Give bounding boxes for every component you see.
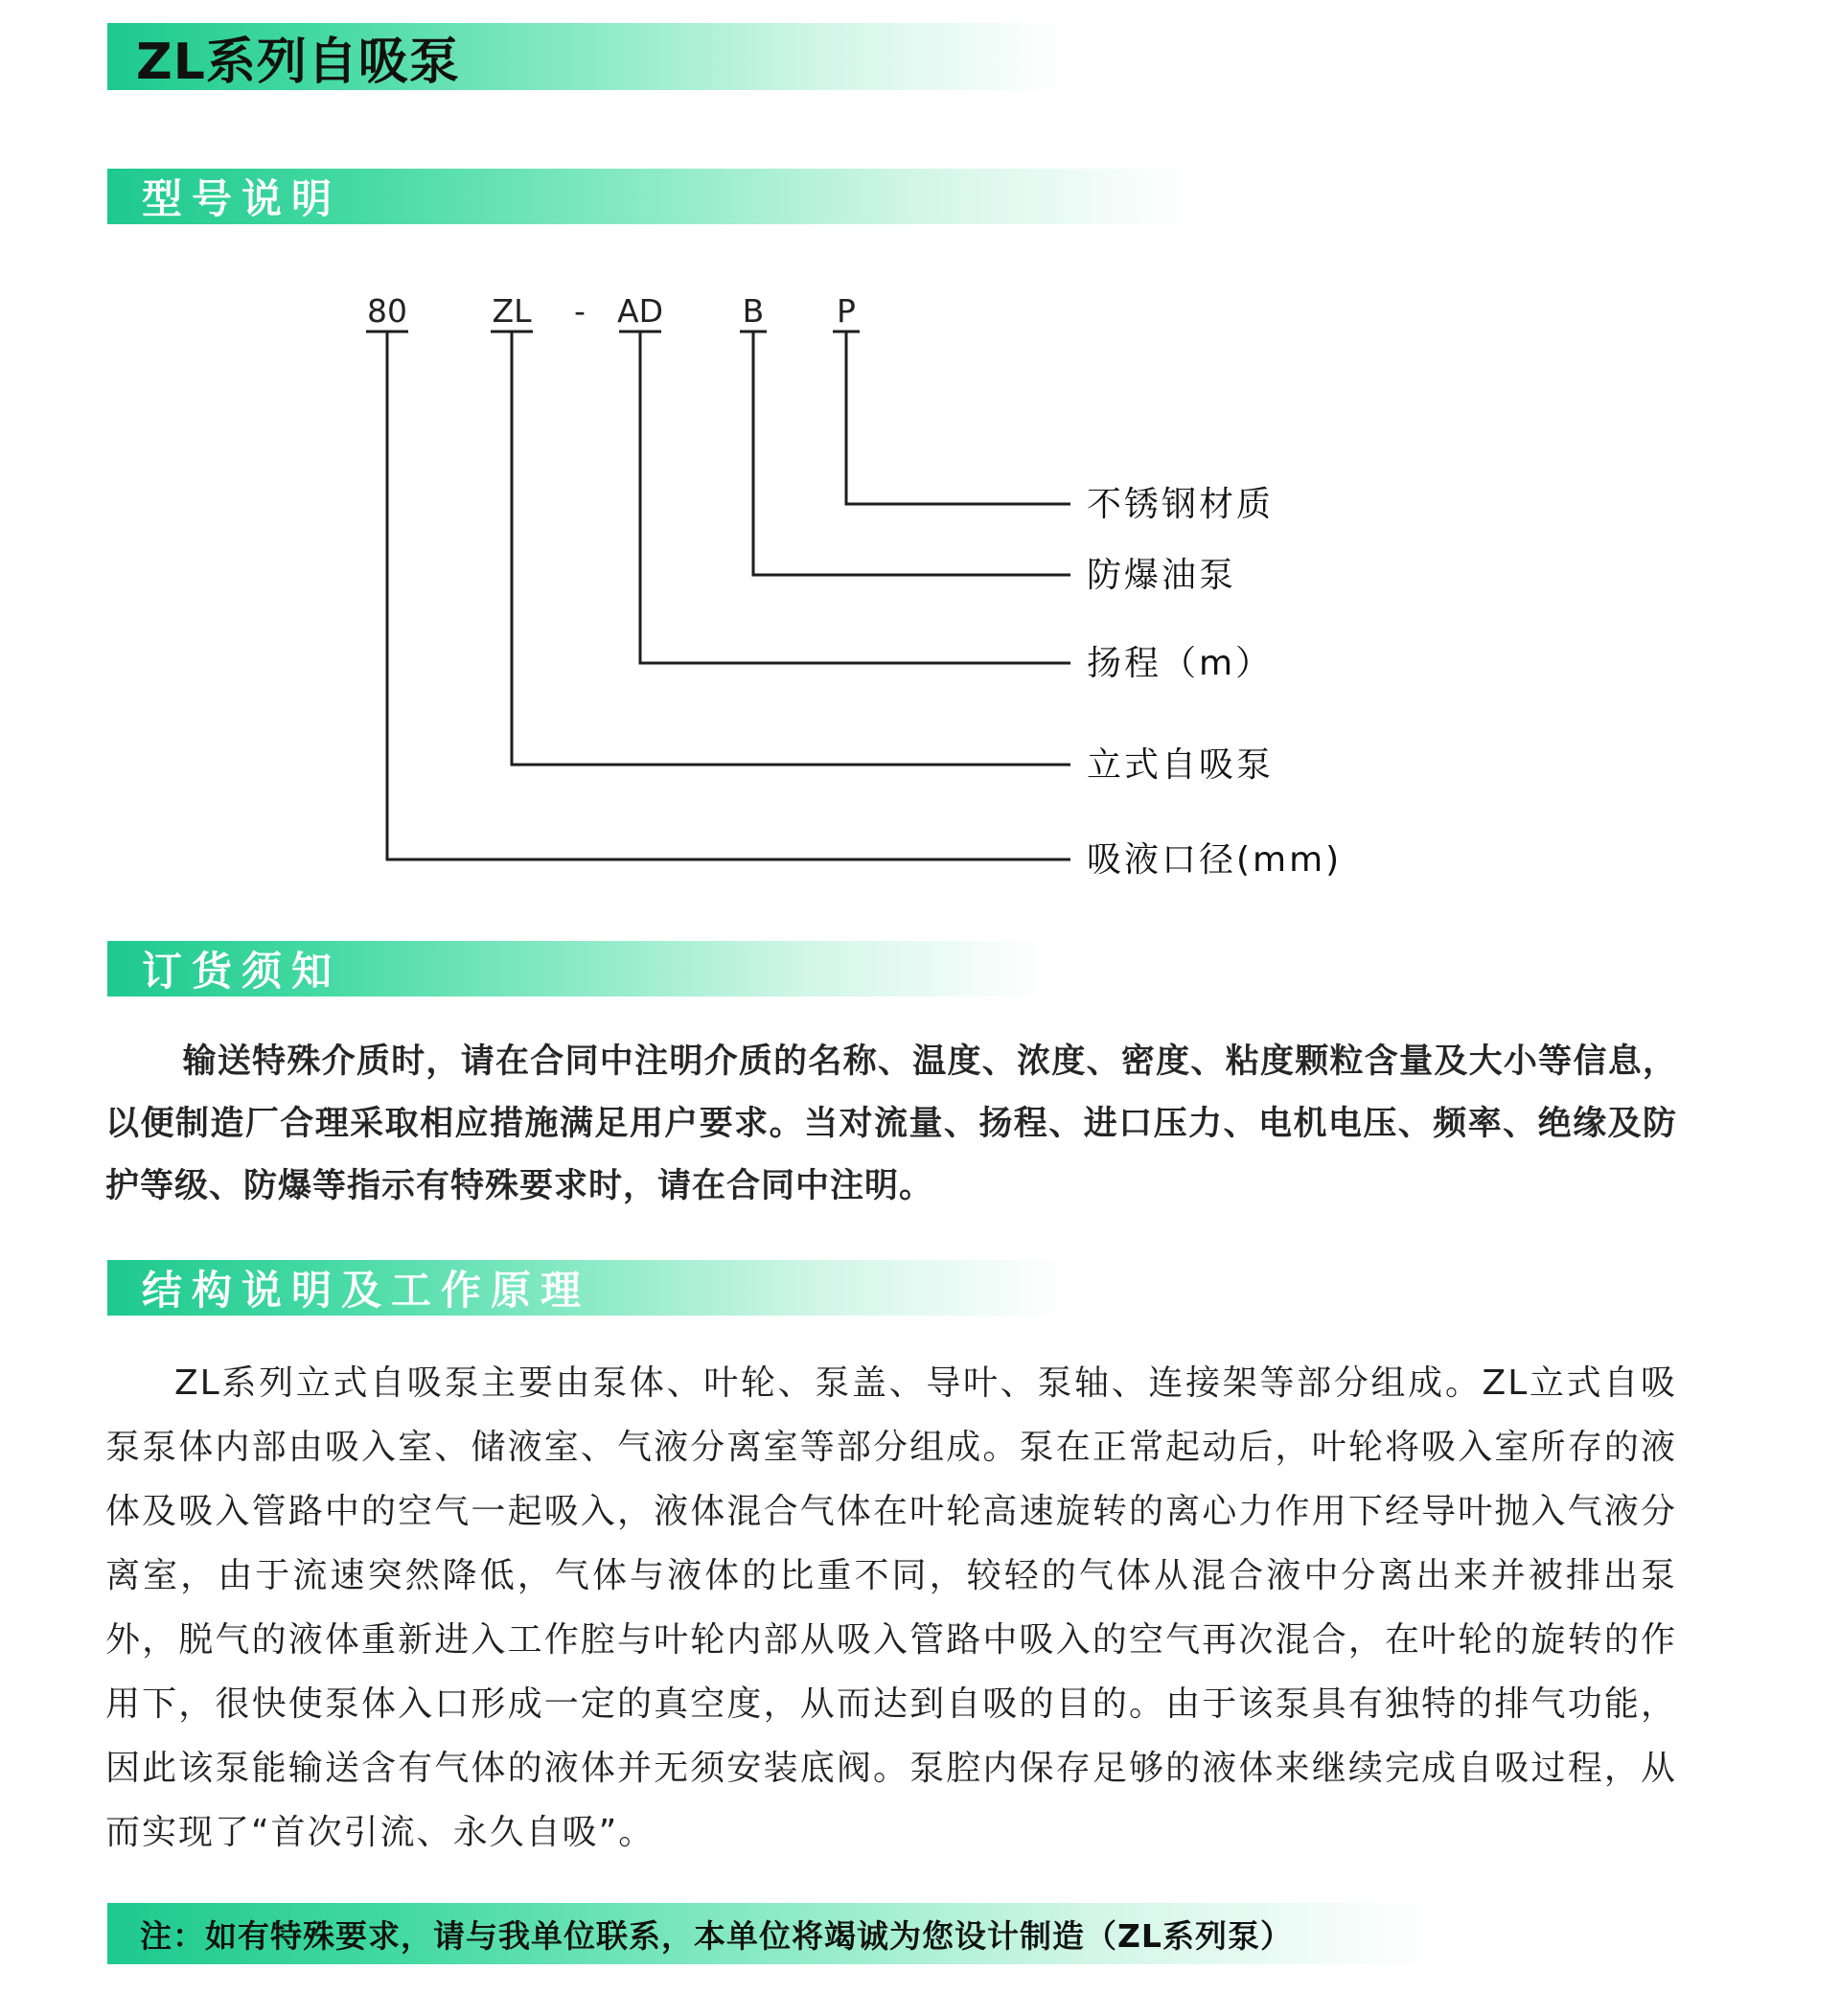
section-header-model xyxy=(107,169,1190,224)
code-segment-dash: - xyxy=(574,292,586,330)
section-header-structure xyxy=(107,1260,1066,1316)
code-segment-series: ZL xyxy=(492,292,532,330)
code-segment-explosion-proof: B xyxy=(742,292,765,330)
label-explosion-proof: 防爆油泵 xyxy=(1087,556,1237,595)
section-title-model: 型号说明 xyxy=(142,175,342,222)
structure-description-text: ZL系列立式自吸泵主要由泵体、叶轮、泵盖、导叶、泵轴、连接架等部分组成。ZL立式自吸泵泵体内部由吸入室、储液室、气液分离室等部分组成。泵在正常起动后，叶轮将吸入室所存的液体及吸入管路中的空气一起吸入，液体混合气体在叶轮高速旋转的离心力作用下经导叶抛入气液分离室，由于流速突然降低，气体与液体的比重不同，较轻的气体从混合液中分离出来并被排出泵外，脱气的液体重新进入工作腔与叶轮内部从吸入管路中吸入的空气再次混合，在叶轮的旋转的作用下，很快使泵体入口形成一定的真空度，从而达到自吸的目的。由于该泵具有独特的排气功能，因此该泵能输送含有气体的液体并无须安装底阀。泵腔内保存足够的液体来继续完成自吸过程，从而实现了“首次引流、永久自吸”。 xyxy=(105,1363,1677,1852)
section-header-order xyxy=(107,941,1046,997)
model-code-diagram xyxy=(0,278,1840,901)
page-title: ZL系列自吸泵 xyxy=(136,33,460,91)
section-title-order: 订货须知 xyxy=(142,948,342,995)
label-stainless: 不锈钢材质 xyxy=(1087,485,1275,524)
code-segment-stainless: P xyxy=(837,292,856,330)
label-head: 扬程（m） xyxy=(1087,644,1274,683)
leader-line-explosion-proof xyxy=(753,332,1070,575)
code-segment-size: 80 xyxy=(367,292,407,330)
code-segment-head: AD xyxy=(617,292,663,330)
label-vertical-self-priming: 立式自吸泵 xyxy=(1087,745,1275,785)
leader-line-series xyxy=(512,332,1070,765)
label-suction-diameter: 吸液口径(mm) xyxy=(1087,840,1343,880)
title-banner xyxy=(107,23,1066,90)
leader-line-head xyxy=(640,332,1070,663)
note-text: 注：如有特殊要求，请与我单位联系，本单位将竭诚为您设计制造（ZL系列泵） xyxy=(140,1916,1293,1955)
section-title-structure: 结构说明及工作原理 xyxy=(142,1267,591,1314)
leader-line-stainless xyxy=(846,332,1070,504)
order-notice-text: 输送特殊介质时，请在合同中注明介质的名称、温度、浓度、密度、粘度颗粒含量及大小等信息，以便制造厂合理采取相应措施满足用户要求。当对流量、扬程、进口压力、电机电压、频率、绝缘及防护等级、防爆等指示有特殊要求时，请在合同中注明。 xyxy=(105,1042,1677,1205)
note-banner xyxy=(107,1903,1430,1964)
leader-line-size xyxy=(387,332,1070,859)
